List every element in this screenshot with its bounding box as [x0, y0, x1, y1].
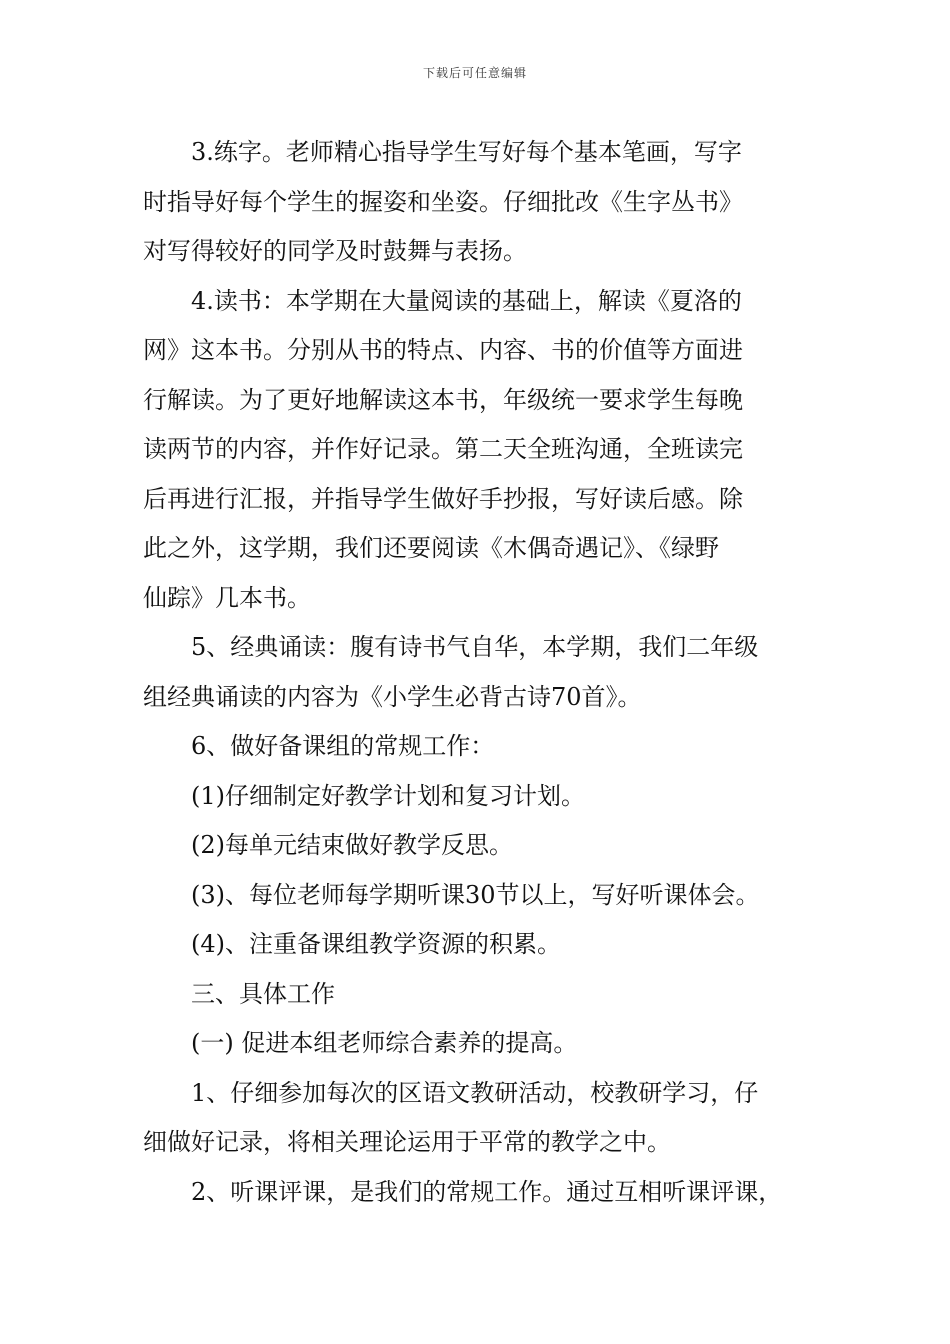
text-line: 后再进行汇报，并指导学生做好手抄报，写好读后感。除	[143, 484, 743, 513]
text-line: 此之外，这学期，我们还要阅读《木偶奇遇记》、《绿野	[143, 534, 719, 562]
text-line: 5、经典诵读：腹有诗书气自华，本学期，我们二年级	[191, 633, 759, 661]
text-line: 细做好记录，将相关理论运用于平常的教学之中。	[143, 1128, 671, 1156]
text-line: 行解读。为了更好地解读这本书，年级统一要求学生每晚	[143, 385, 743, 414]
page-header: 下载后可任意编辑	[422, 66, 527, 80]
text-line: 1、仔细参加每次的区语文教研活动，校教研学习，仔	[191, 1078, 759, 1107]
text-line: (4)、注重备课组教学资源的积累。	[191, 930, 561, 958]
text-line: 仙踪》几本书。	[143, 583, 311, 612]
text-line: 对写得较好的同学及时鼓舞与表扬。	[143, 237, 527, 265]
text-line: 组经典诵读的内容为《小学生必背古诗70首》。	[143, 682, 642, 711]
text-line: 三、具体工作	[191, 979, 335, 1008]
text-line: 6、做好备课组的常规工作：	[191, 732, 495, 760]
text-line: 4.读书：本学期在大量阅读的基础上，解读《夏洛的	[191, 286, 742, 315]
text-line: (2)每单元结束做好教学反思。	[191, 831, 513, 859]
text-line: 2、听课评课，是我们的常规工作。通过互相听课评课，	[191, 1177, 783, 1206]
text-line: 网》这本书。分别从书的特点、内容、书的价值等方面进	[143, 336, 743, 364]
text-line: 读两节的内容，并作好记录。第二天全班沟通，全班读完	[143, 435, 743, 463]
text-line: (1)仔细制定好教学计划和复习计划。	[191, 781, 585, 810]
text-line: (3)、每位老师每学期听课30节以上，写好听课体会。	[191, 880, 760, 909]
text-line: 时指导好每个学生的握姿和坐姿。仔细批改《生字丛书》	[143, 187, 743, 216]
document-body	[143, 128, 823, 1217]
text-line: (一) 促进本组老师综合素养的提高。	[191, 1029, 578, 1057]
text-line: 3.练字。老师精心指导学生写好每个基本笔画，写字	[191, 138, 742, 166]
